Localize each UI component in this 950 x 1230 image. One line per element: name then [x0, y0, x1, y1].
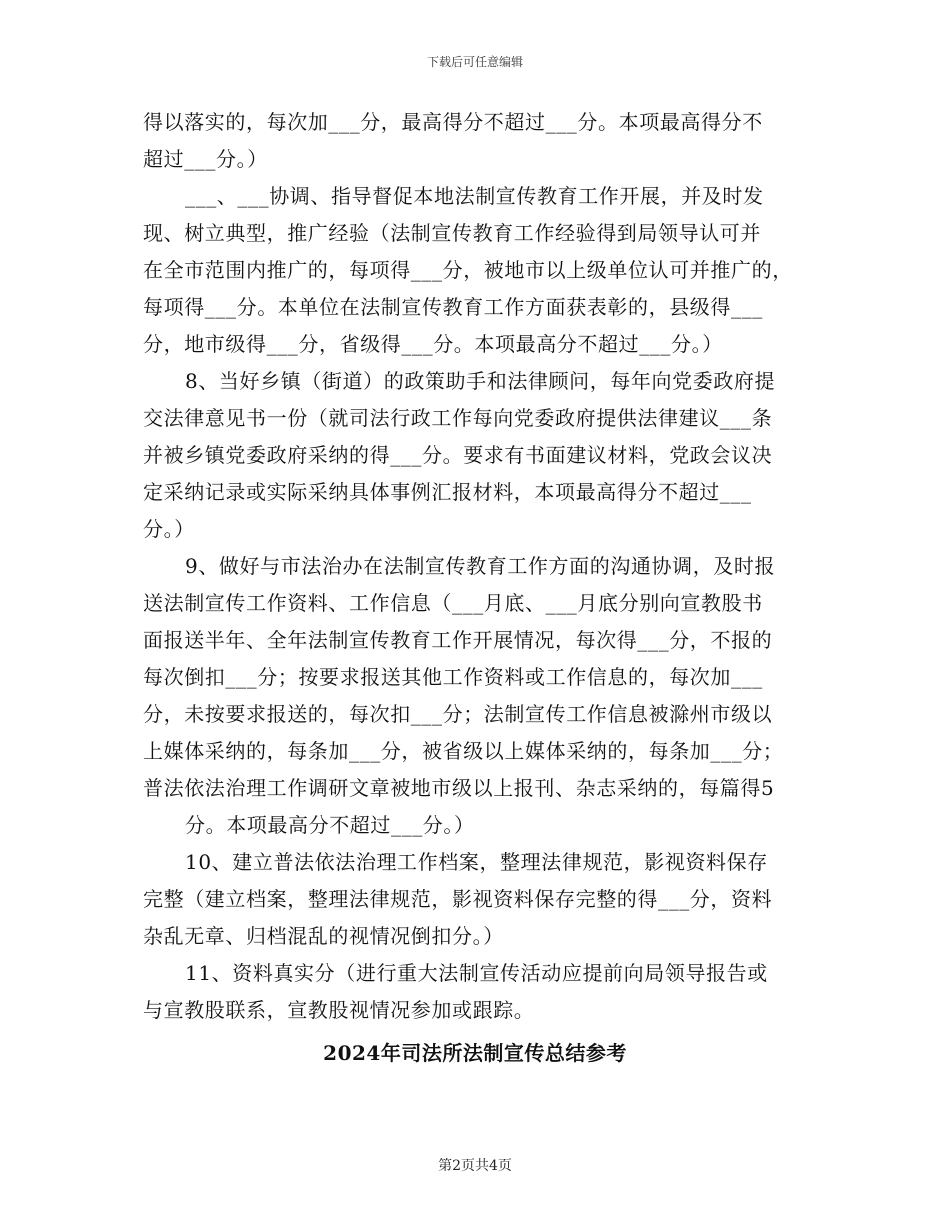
text-line: 得以落实的，每次加___分，最高得分不超过___分。本项最高得分不	[143, 110, 763, 134]
text-line: 每项得___分。本单位在法制宣传教育工作方面获表彰的，县级得___	[143, 295, 763, 319]
paragraph-start-line: ___、___协调、指导督促本地法制宣传教育工作开展，并及时发	[185, 184, 764, 208]
text-line: 超过___分。）	[143, 147, 268, 171]
text-line: 现、树立典型，推广经验（法制宣传教育工作经验得到局领导认可并	[143, 221, 761, 245]
paragraph-start-line: 11、资料真实分（进行重大法制宣传活动应提前向局领导报告或	[185, 961, 768, 985]
text-line: 与宣教股联系，宣教股视情况参加或跟踪。	[143, 998, 535, 1022]
text-line: 面报送半年、全年法制宣传教育工作开展情况，每次得___分，不报的	[143, 628, 773, 652]
text-line: 分，未按要求报送的，每次扣___分；法制宣传工作信息被滁州市级以	[143, 702, 773, 726]
text-line: 上媒体采纳的，每条加___分，被省级以上媒体采纳的，每条加___分；	[143, 739, 784, 763]
text-line: 定采纳记录或实际采纳具体事例汇报材料，本项最高得分不超过___	[143, 480, 752, 504]
text-line: 完整（建立档案，整理法律规范，影视资料保存完整的得___分，资料	[143, 887, 773, 911]
paragraph-start-line: 10、建立普法依法治理工作档案，整理法律规范，影视资料保存	[185, 850, 768, 874]
page-number: 第2页共4页	[438, 1158, 512, 1174]
text-line: 分。）	[143, 517, 195, 541]
page-header-note: 下载后可任意编辑	[426, 55, 523, 69]
document-body	[143, 104, 815, 1029]
document-title: 2024年司法所法制宣传总结参考	[323, 1041, 627, 1065]
text-line: 每次倒扣___分；按要求报送其他工作资料或工作信息的，每次加___	[143, 665, 763, 689]
text-line: 普法依法治理工作调研文章被地市级以上报刊、杂志采纳的，每篇得5	[143, 776, 775, 800]
text-line: 在全市范围内推广的，每项得___分，被地市以上级单位认可并推广的，	[143, 258, 793, 282]
text-line: 并被乡镇党委政府采纳的得___分。要求有书面建议材料，党政会议决	[143, 443, 773, 467]
paragraph-start-line: 8、当好乡镇（街道）的政策助手和法律顾问，每年向党委政府提	[185, 369, 776, 393]
text-line: 交法律意见书一份（就司法行政工作每向党委政府提供法律建议___条	[143, 406, 773, 430]
paragraph-start-line: 9、做好与市法治办在法制宣传教育工作方面的沟通协调，及时报	[185, 554, 776, 578]
text-line: 分，地市级得___分，省级得___分。本项最高分不超过___分。）	[143, 332, 723, 356]
text-line: 杂乱无章、归档混乱的视情况倒扣分。）	[143, 924, 504, 948]
text-line: 分。本项最高分不超过___分。）	[185, 813, 475, 837]
text-line: 送法制宣传工作资料、工作信息（___月底、___月底分别向宣教股书	[143, 591, 763, 615]
